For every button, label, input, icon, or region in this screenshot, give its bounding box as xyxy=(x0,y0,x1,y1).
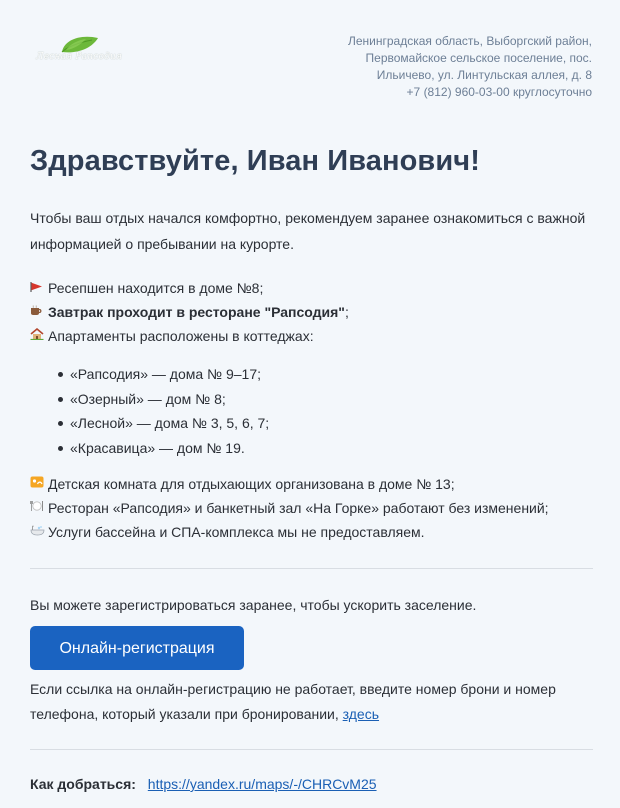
info-list-2 xyxy=(30,472,595,544)
reception-info xyxy=(30,276,595,300)
list-item: «Озерный» — дом № 8; xyxy=(70,387,269,412)
email-header xyxy=(0,0,620,110)
spa-text: Услуги бассейна и СПА-комплекса мы не предоставляем. xyxy=(48,524,425,540)
online-registration-button[interactable]: Онлайн-регистрация xyxy=(30,626,244,670)
registration-fallback xyxy=(30,677,595,726)
coffee-icon xyxy=(30,300,48,324)
bath-icon xyxy=(30,520,48,544)
registration-prompt: Вы можете зарегистрироваться заранее, чтобы ускорить заселение. xyxy=(30,597,477,613)
apartments-info xyxy=(30,324,595,348)
breakfast-text: Завтрак проходит в ресторане "Рапсодия" xyxy=(48,304,345,320)
address-line: Ильичево, ул. Линтульская аллея, д. 8 xyxy=(376,68,592,82)
apartments-text: Апартаменты расположены в коттеджах: xyxy=(48,328,314,344)
cottage-list xyxy=(70,362,269,460)
map-link[interactable]: https://yandex.ru/maps/-/CHRCvM25 xyxy=(147,776,377,792)
list-item: «Лесной» — дома № 3, 5, 6, 7; xyxy=(70,411,269,436)
reception-text: Ресепшен находится в доме №8; xyxy=(48,280,264,296)
divider xyxy=(30,749,593,750)
restaurant-text: Ресторан «Рапсодия» и банкетный зал «На Горке» работают без изменений; xyxy=(48,500,549,516)
logo-text: Лесная Рапсодия xyxy=(36,52,123,62)
cutlery-icon xyxy=(30,496,48,520)
address-line: Ленинградская область, Выборгский район, xyxy=(348,34,592,48)
address-line: Первомайское сельское поселение, пос. xyxy=(365,51,592,65)
list-item: «Красавица» — дом № 19. xyxy=(70,436,269,461)
divider xyxy=(30,568,593,569)
house-icon xyxy=(30,324,48,348)
fallback-text: Если ссылка на онлайн-регистрацию не работает, введите номер брони и номер телефона, который указали при бронировании, xyxy=(30,681,556,722)
directions-label: Как добраться: xyxy=(30,776,136,792)
phone-line: +7 (812) 960-03-00 круглосуточно xyxy=(406,85,592,99)
list-item: «Рапсодия» — дома № 9–17; xyxy=(70,362,269,387)
kids-room-text: Детская комната для отдыхающих организована в доме № 13; xyxy=(48,476,455,492)
resort-logo xyxy=(36,30,136,70)
spa-info xyxy=(30,520,595,544)
fallback-link[interactable]: здесь xyxy=(342,705,380,722)
contact-address xyxy=(348,33,592,101)
info-list xyxy=(30,276,595,348)
directions xyxy=(30,776,377,792)
intro-text: Чтобы ваш отдых начался комфортно, рекомендуем заранее ознакомиться с важной информацией о пребывании на курорте. xyxy=(30,210,586,252)
breakfast-suffix: ; xyxy=(344,304,349,320)
kids-room-info xyxy=(30,472,595,496)
leaf-icon xyxy=(36,30,136,70)
breakfast-info xyxy=(30,300,595,324)
flag-icon xyxy=(30,276,48,300)
greeting-title: Здравствуйте, Иван Иванович! xyxy=(30,145,480,177)
restaurant-info xyxy=(30,496,595,520)
kids-icon xyxy=(30,472,48,496)
